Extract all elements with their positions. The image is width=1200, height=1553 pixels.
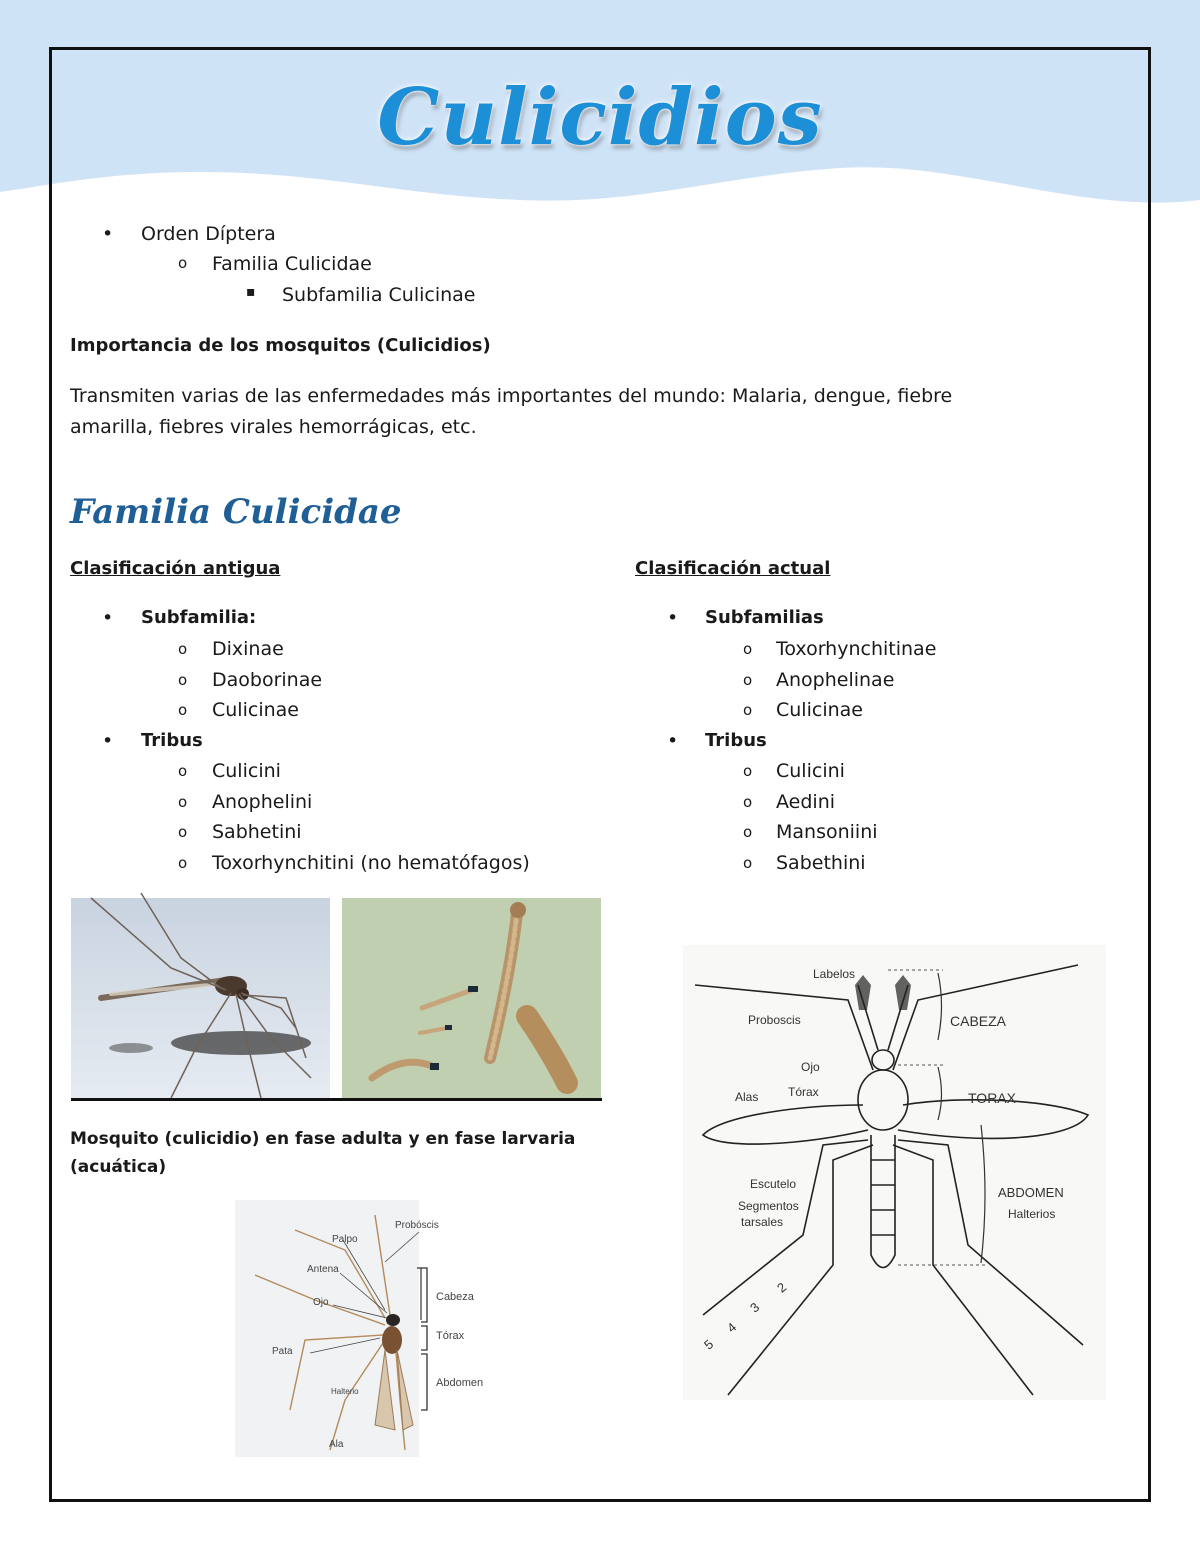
taxonomy-subfamily: Subfamilia Culicinae — [282, 284, 476, 306]
diagram-label-labelos: Labelos — [813, 967, 856, 981]
bullet-circle: o — [178, 701, 188, 719]
diagram-label-proboscis: Proboscis — [748, 1013, 801, 1027]
label-ala: Ala — [329, 1439, 344, 1450]
old-subfamily-label: Subfamilia: — [141, 607, 257, 628]
diagram-label-cabeza: CABEZA — [950, 1013, 1007, 1029]
diagram-label-abdomen: ABDOMEN — [998, 1185, 1064, 1200]
bullet-circle: o — [178, 823, 188, 841]
label-antena: Antena — [307, 1264, 339, 1275]
diagram-label-ojo: Ojo — [801, 1060, 820, 1074]
bullet-dot: • — [102, 607, 114, 629]
importance-heading: Importancia de los mosquitos (Culicidios) — [70, 335, 491, 356]
adult-mosquito-photo — [71, 898, 330, 1098]
taxonomy-family: Familia Culicidae — [212, 253, 372, 275]
new-subfamily-label: Subfamilias — [705, 607, 824, 628]
importance-text-line2: amarilla, fiebres virales hemorrágicas, etc. — [70, 416, 477, 438]
bullet-circle: o — [743, 640, 753, 658]
bullet-dot: • — [102, 730, 114, 752]
old-subfamily-item: Dixinae — [212, 638, 284, 660]
page-title: Culicidios — [377, 72, 823, 163]
diagram-label-segment-2: 2 — [774, 1279, 790, 1296]
old-tribe-item: Sabhetini — [212, 821, 302, 843]
labeled-mosquito-drawing — [235, 1200, 419, 1457]
image-divider — [71, 1098, 602, 1101]
labeled-photo-brackets — [419, 1260, 433, 1420]
bullet-circle: o — [743, 671, 753, 689]
new-classification-heading: Clasificación actual — [635, 558, 831, 579]
labeled-mosquito-photo — [235, 1200, 439, 1457]
label-halterio: Halterio — [331, 1387, 359, 1396]
anatomy-diagram-drawing — [683, 945, 1106, 1400]
label-pata: Pata — [272, 1346, 293, 1357]
label-torax: Tórax — [436, 1330, 465, 1342]
diagram-label-torax-small: Tórax — [788, 1085, 819, 1099]
new-tribe-item: Culicini — [776, 760, 845, 782]
bullet-circle: o — [178, 854, 188, 872]
new-tribe-item: Mansoniini — [776, 821, 878, 843]
larvae-photo — [342, 898, 601, 1098]
new-subfamily-item: Culicinae — [776, 699, 863, 721]
importance-text-line1: Transmiten varias de las enfermedades más importantes del mundo: Malaria, dengue, fiebre — [70, 385, 953, 407]
diagram-label-segment-5: 5 — [701, 1336, 717, 1353]
taxonomy-order: Orden Díptera — [141, 223, 276, 245]
bullet-circle: o — [743, 823, 753, 841]
old-tribe-item: Culicini — [212, 760, 281, 782]
bullet-dot: • — [102, 223, 114, 245]
old-tribe-item: Toxorhynchitini (no hematófagos) — [212, 852, 530, 874]
label-proboscis: Probóscis — [395, 1220, 439, 1231]
diagram-label-segmentos: Segmentos — [738, 1199, 799, 1213]
diagram-label-alas: Alas — [735, 1090, 759, 1104]
bullet-dot: • — [667, 730, 679, 752]
old-tribe-label: Tribus — [141, 730, 203, 751]
label-cabeza: Cabeza — [436, 1291, 474, 1303]
bullet-circle: o — [743, 854, 753, 872]
diagram-label-segment-4: 4 — [724, 1319, 740, 1336]
bullet-dot: • — [667, 607, 679, 629]
bullet-square: ▪ — [246, 284, 256, 300]
bullet-circle: o — [743, 793, 753, 811]
diagram-label-torax: TORAX — [968, 1090, 1016, 1106]
new-tribe-label: Tribus — [705, 730, 767, 751]
new-tribe-item: Sabethini — [776, 852, 866, 874]
diagram-label-segment-3: 3 — [747, 1299, 763, 1316]
caption-line1: Mosquito (culicidio) en fase adulta y en fase larvaria — [70, 1129, 576, 1149]
bullet-circle: o — [178, 793, 188, 811]
label-palpo: Palpo — [332, 1234, 358, 1245]
bullet-circle: o — [178, 762, 188, 780]
bullet-circle: o — [178, 640, 188, 658]
diagram-label-escutelo: Escutelo — [750, 1177, 797, 1191]
old-tribe-item: Anophelini — [212, 791, 313, 813]
old-subfamily-item: Culicinae — [212, 699, 299, 721]
diagram-label-halterios: Halterios — [1008, 1207, 1056, 1221]
bullet-circle: o — [743, 701, 753, 719]
label-abdomen: Abdomen — [436, 1377, 484, 1389]
label-ojo: Ojo — [313, 1297, 329, 1308]
caption-line2: (acuática) — [70, 1157, 167, 1177]
new-subfamily-item: Anophelinae — [776, 669, 895, 691]
old-classification-heading: Clasificación antigua — [70, 558, 281, 579]
old-subfamily-item: Daoborinae — [212, 669, 323, 691]
bullet-circle: o — [178, 254, 188, 272]
diagram-label-tarsales: tarsales — [741, 1215, 784, 1229]
bullet-circle: o — [743, 762, 753, 780]
new-subfamily-item: Toxorhynchitinae — [776, 638, 937, 660]
section-title: Familia Culicidae — [70, 492, 402, 532]
new-tribe-item: Aedini — [776, 791, 836, 813]
mosquito-anatomy-diagram — [683, 945, 1106, 1400]
bullet-circle: o — [178, 671, 188, 689]
